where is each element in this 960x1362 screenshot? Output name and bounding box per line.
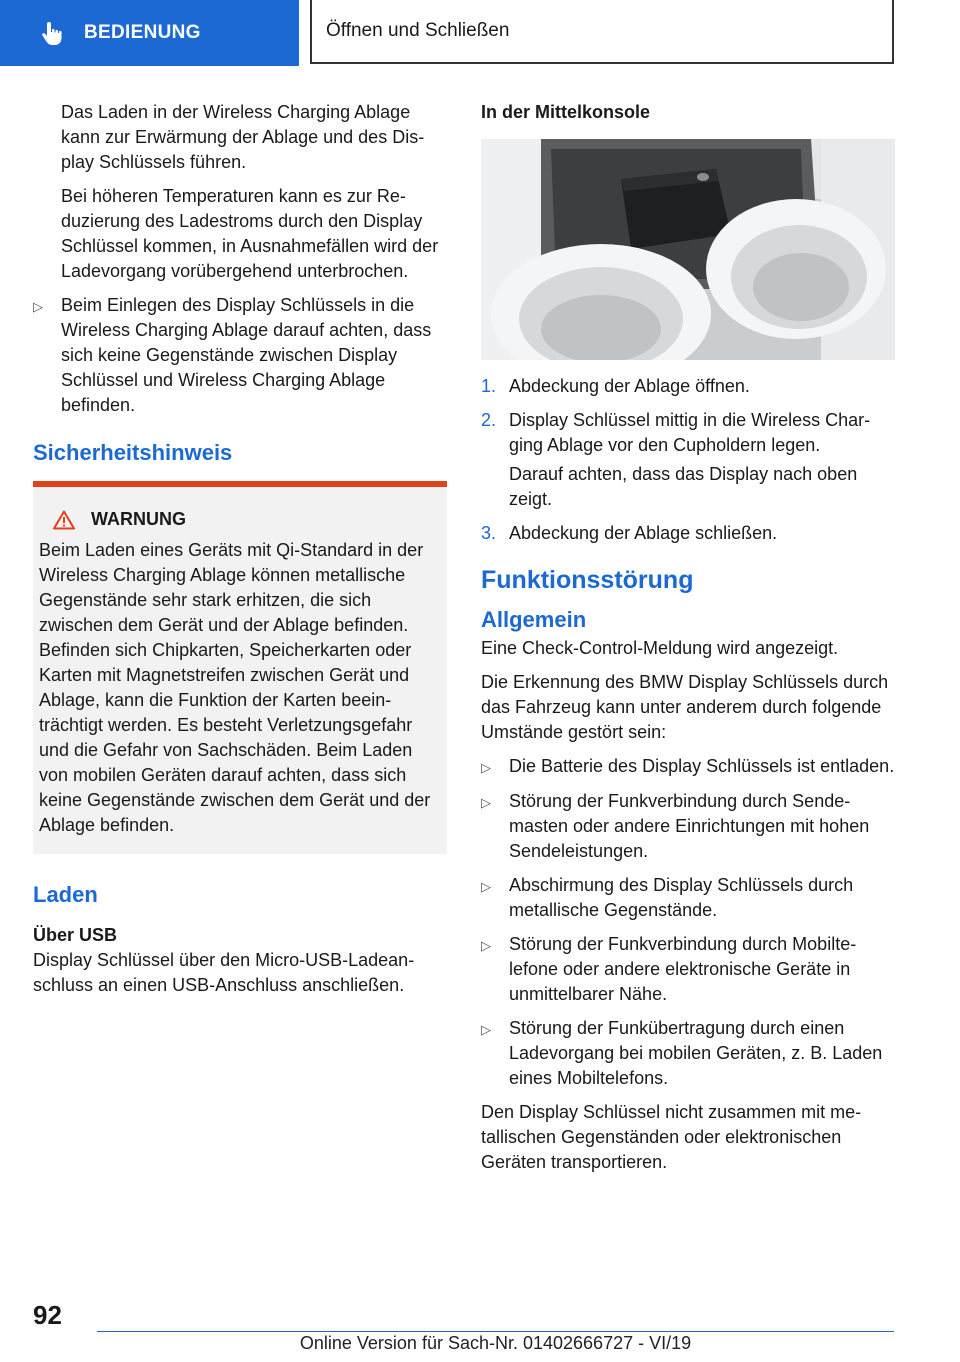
list-item-text: Beim Einlegen des Display Schlüssels in die Wireless Charging Ablage darauf achten, dass sich keine Gegenstände zwischen Display Schlüssel und Wireless Charging Ablage befinden. bbox=[61, 295, 432, 415]
list-item bbox=[481, 754, 895, 780]
warning-text: Beim Laden eines Geräts mit Qi-Standard in der Wireless Charging Ablage können metallische Gegenstände sehr stark erhitzen, die sich zwischen dem Gerät und der Ablage befinden. Befinden sich Chipkarten, Speicherkarten oder Karten mit Magnetstreifen zwischen Gerät und Ablage, kann die Funktion der Karten beeinträchtigt werden. Es besteht Verletzungsgefahr und die Gefahr von Sachschäden. Beim Laden von mobilen Geräten darauf achten, dass sich keine Gegenstände zwischen dem Gerät und der Ablage befinden. bbox=[39, 540, 431, 835]
step-text: Abdeckung der Ablage öffnen. bbox=[509, 376, 750, 396]
warning-title: WARNUNG bbox=[91, 509, 186, 529]
heading-fault: Funktionsstörung bbox=[481, 566, 694, 594]
step-note: Darauf achten, dass das Display nach oben zeigt. bbox=[509, 464, 858, 509]
page-header bbox=[0, 0, 960, 66]
footer-version: Online Version für Sach-Nr. 01402666727 - VI/19 bbox=[299, 1333, 692, 1353]
warning-triangle-icon bbox=[53, 510, 75, 530]
list-item bbox=[33, 293, 447, 418]
list-item bbox=[481, 789, 895, 864]
list-item-text: Störung der Funkübertragung durch einen Ladevorgang bei mobilen Geräten, z. B. Laden eines Mobiltelefons. bbox=[509, 1018, 883, 1088]
triangle-bullet-icon: ▷ bbox=[481, 795, 491, 810]
list-item-text: Störung der Funkverbindung durch Mobiltelefone oder andere elektronische Geräte in unmittelbarer Nähe. bbox=[509, 934, 857, 1004]
step-text: Abdeckung der Ablage schließen. bbox=[509, 523, 778, 543]
heading-general: Allgemein bbox=[481, 607, 587, 632]
paragraph: Display Schlüssel über den Micro-USB-Ladeanschluss an einen USB-Anschluss anschließen. bbox=[33, 950, 415, 995]
list-item bbox=[481, 1016, 895, 1091]
list-item-text: Störung der Funkverbindung durch Sendemasten oder andere Einrichtungen mit hohen Sendeleistungen. bbox=[509, 791, 870, 861]
list-item bbox=[481, 521, 895, 546]
left-column bbox=[33, 100, 447, 1007]
footer-divider bbox=[97, 1331, 894, 1332]
step-number: 3. bbox=[481, 523, 497, 543]
list-item-text: Die Batterie des Display Schlüssels ist entladen. bbox=[509, 756, 895, 776]
triangle-bullet-icon: ▷ bbox=[33, 299, 43, 314]
step-text: Display Schlüssel mittig in die Wireless Charging Ablage vor den Cupholdern legen. bbox=[509, 410, 871, 455]
hand-pointer-icon bbox=[40, 20, 66, 46]
subheading-usb: Über USB bbox=[33, 925, 118, 945]
paragraph: Den Display Schlüssel nicht zusammen mit metallischen Gegenständen oder elektronischen Geräten transportieren. bbox=[481, 1102, 862, 1172]
step-number: 1. bbox=[481, 376, 497, 396]
list-item bbox=[481, 408, 895, 458]
paragraph: Bei höheren Temperaturen kann es zur Reduzierung des Ladestroms durch den Display Schlüssel kommen, in Ausnahmefällen wird der Ladevorgang vorübergehend unterbrochen. bbox=[61, 186, 439, 281]
center-console-photo bbox=[481, 139, 895, 360]
section-label: BEDIENUNG bbox=[84, 22, 201, 43]
list-item bbox=[481, 932, 895, 1007]
subheading-console: In der Mittelkonsole bbox=[481, 102, 651, 122]
page-number: 92 bbox=[33, 1300, 62, 1330]
section-tab bbox=[0, 0, 299, 66]
triangle-bullet-icon: ▷ bbox=[481, 938, 491, 953]
heading-safety: Sicherheitshinweis bbox=[33, 440, 233, 465]
list-item bbox=[481, 873, 895, 923]
right-column bbox=[481, 100, 895, 1184]
heading-laden: Laden bbox=[33, 882, 98, 907]
paragraph: Das Laden in der Wireless Charging Ablage kann zur Erwärmung der Ablage und des Display Schlüssels führen. bbox=[61, 102, 425, 172]
chapter-title: Öffnen und Schließen bbox=[310, 0, 894, 64]
triangle-bullet-icon: ▷ bbox=[481, 879, 491, 894]
warning-box bbox=[33, 481, 447, 854]
triangle-bullet-icon: ▷ bbox=[481, 1022, 491, 1037]
step-number: 2. bbox=[481, 410, 497, 430]
paragraph: Eine Check-Control-Meldung wird angezeigt. bbox=[481, 638, 839, 658]
list-item bbox=[481, 374, 895, 399]
triangle-bullet-icon: ▷ bbox=[481, 760, 491, 775]
warning-header bbox=[39, 507, 439, 532]
list-item-text: Abschirmung des Display Schlüssels durch metallische Gegenstände. bbox=[509, 875, 854, 920]
paragraph: Die Erkennung des BMW Display Schlüssels durch das Fahrzeug kann unter anderem durch folgende Umstände gestört sein: bbox=[481, 672, 889, 742]
